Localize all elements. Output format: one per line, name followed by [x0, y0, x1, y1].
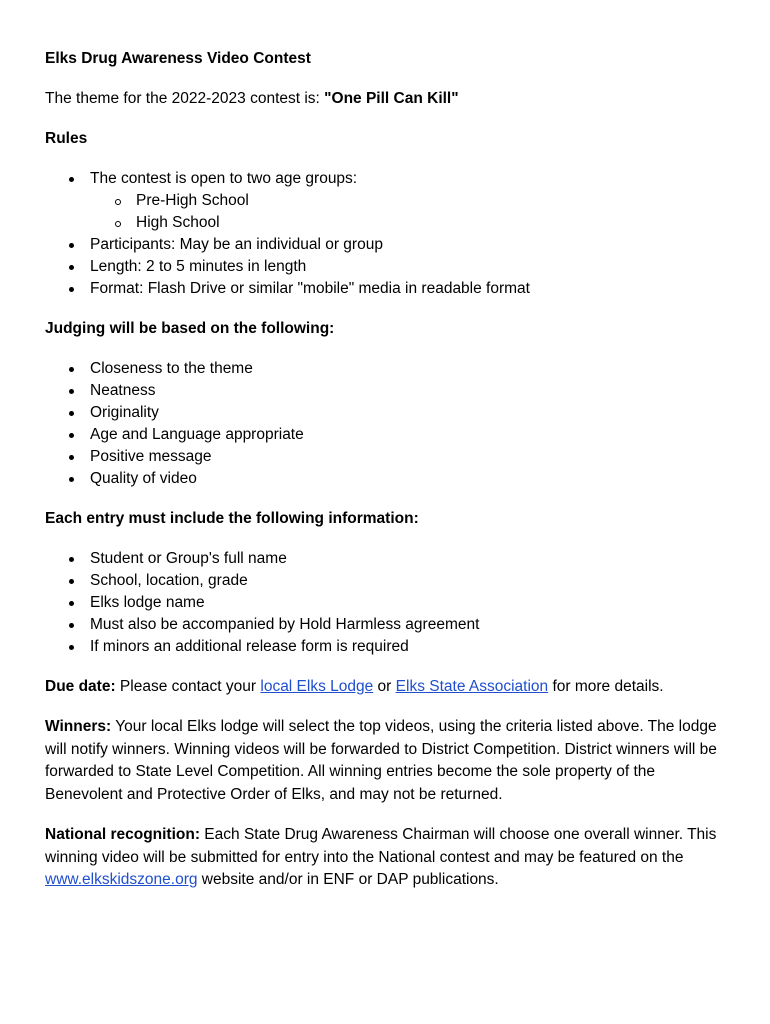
judging-text: Age and Language appropriate: [90, 426, 304, 443]
hollow-bullet-icon: [115, 221, 121, 227]
list-item: [45, 168, 725, 234]
list-item: [45, 570, 725, 592]
bullet-icon: [69, 477, 74, 482]
list-item: [90, 190, 725, 212]
rule-text: The contest is open to two age groups:: [90, 170, 358, 187]
document-title: Elks Drug Awareness Video Contest: [45, 50, 311, 67]
due-date-label: Due date:: [45, 678, 116, 695]
list-item: [45, 548, 725, 570]
bullet-icon: [69, 287, 74, 292]
age-group-text: Pre-High School: [136, 192, 249, 209]
bullet-icon: [69, 411, 74, 416]
hollow-bullet-icon: [115, 199, 121, 205]
list-item: [45, 380, 725, 402]
rule-text: Format: Flash Drive or similar "mobile" media in readable format: [90, 280, 530, 297]
rules-list: [45, 168, 725, 300]
list-item: [45, 424, 725, 446]
national-label: National recognition:: [45, 826, 200, 843]
winners-label: Winners:: [45, 718, 112, 735]
bullet-icon: [69, 455, 74, 460]
due-date-paragraph: [45, 676, 725, 698]
judging-text: Closeness to the theme: [90, 360, 253, 377]
theme-prefix: The theme for the 2022-2023 contest is:: [45, 90, 325, 107]
entry-heading: Each entry must include the following information:: [45, 510, 419, 527]
age-group-text: High School: [136, 214, 220, 231]
bullet-icon: [69, 601, 74, 606]
bullet-icon: [69, 433, 74, 438]
bullet-icon: [69, 557, 74, 562]
list-item: [45, 402, 725, 424]
bullet-icon: [69, 645, 74, 650]
bullet-icon: [69, 265, 74, 270]
theme-line: [45, 88, 725, 110]
entry-text: School, location, grade: [90, 572, 248, 589]
list-item: [45, 358, 725, 380]
list-item: [45, 446, 725, 468]
due-date-text-middle: or: [373, 678, 396, 695]
local-elks-lodge-link[interactable]: local Elks Lodge: [260, 678, 374, 695]
judging-heading: Judging will be based on the following:: [45, 320, 335, 337]
rule-text: Length: 2 to 5 minutes in length: [90, 258, 307, 275]
list-item: [45, 468, 725, 490]
elks-state-association-link[interactable]: Elks State Association: [395, 678, 549, 695]
bullet-icon: [69, 623, 74, 628]
bullet-icon: [69, 389, 74, 394]
national-text-after: website and/or in ENF or DAP publications.: [197, 871, 499, 888]
due-date-text: Please contact your: [115, 678, 261, 695]
list-item: [45, 278, 725, 300]
bullet-icon: [69, 367, 74, 372]
bullet-icon: [69, 243, 74, 248]
list-item: [45, 256, 725, 278]
rule-text: Participants: May be an individual or group: [90, 236, 383, 253]
due-date-text-after: for more details.: [548, 678, 664, 695]
bullet-icon: [69, 177, 74, 182]
entry-text: If minors an additional release form is required: [90, 638, 409, 655]
judging-text: Positive message: [90, 448, 212, 465]
winners-text: Your local Elks lodge will select the top videos, using the criteria listed above. The lodge will notify winners. Winning videos will be forwarded to District Competition. District winners will be forwarded to State Level Competition. All winning entries become the sole property of the Benevolent and Protective Order of Elks, and may not be returned.: [45, 718, 717, 803]
list-item: [45, 234, 725, 256]
judging-text: Quality of video: [90, 470, 197, 487]
list-item: [45, 636, 725, 658]
national-paragraph: [45, 824, 725, 892]
national-text: Each State Drug Awareness Chairman will choose one overall winner. This winning video will be submitted for entry into the National contest and may be featured on the: [45, 826, 717, 866]
age-groups-list: [90, 190, 725, 234]
list-item: [45, 592, 725, 614]
winners-paragraph: [45, 716, 725, 806]
entry-text: Elks lodge name: [90, 594, 205, 611]
list-item: [90, 212, 725, 234]
rules-heading: Rules: [45, 130, 88, 147]
list-item: [45, 614, 725, 636]
elkskidszone-link[interactable]: www.elkskidszone.org: [45, 871, 198, 888]
entry-text: Must also be accompanied by Hold Harmless agreement: [90, 616, 480, 633]
entry-list: [45, 548, 725, 658]
judging-list: [45, 358, 725, 490]
judging-text: Originality: [90, 404, 159, 421]
theme-value: "One Pill Can Kill": [324, 90, 459, 107]
judging-text: Neatness: [90, 382, 156, 399]
bullet-icon: [69, 579, 74, 584]
document-page: [45, 48, 725, 892]
entry-text: Student or Group's full name: [90, 550, 287, 567]
